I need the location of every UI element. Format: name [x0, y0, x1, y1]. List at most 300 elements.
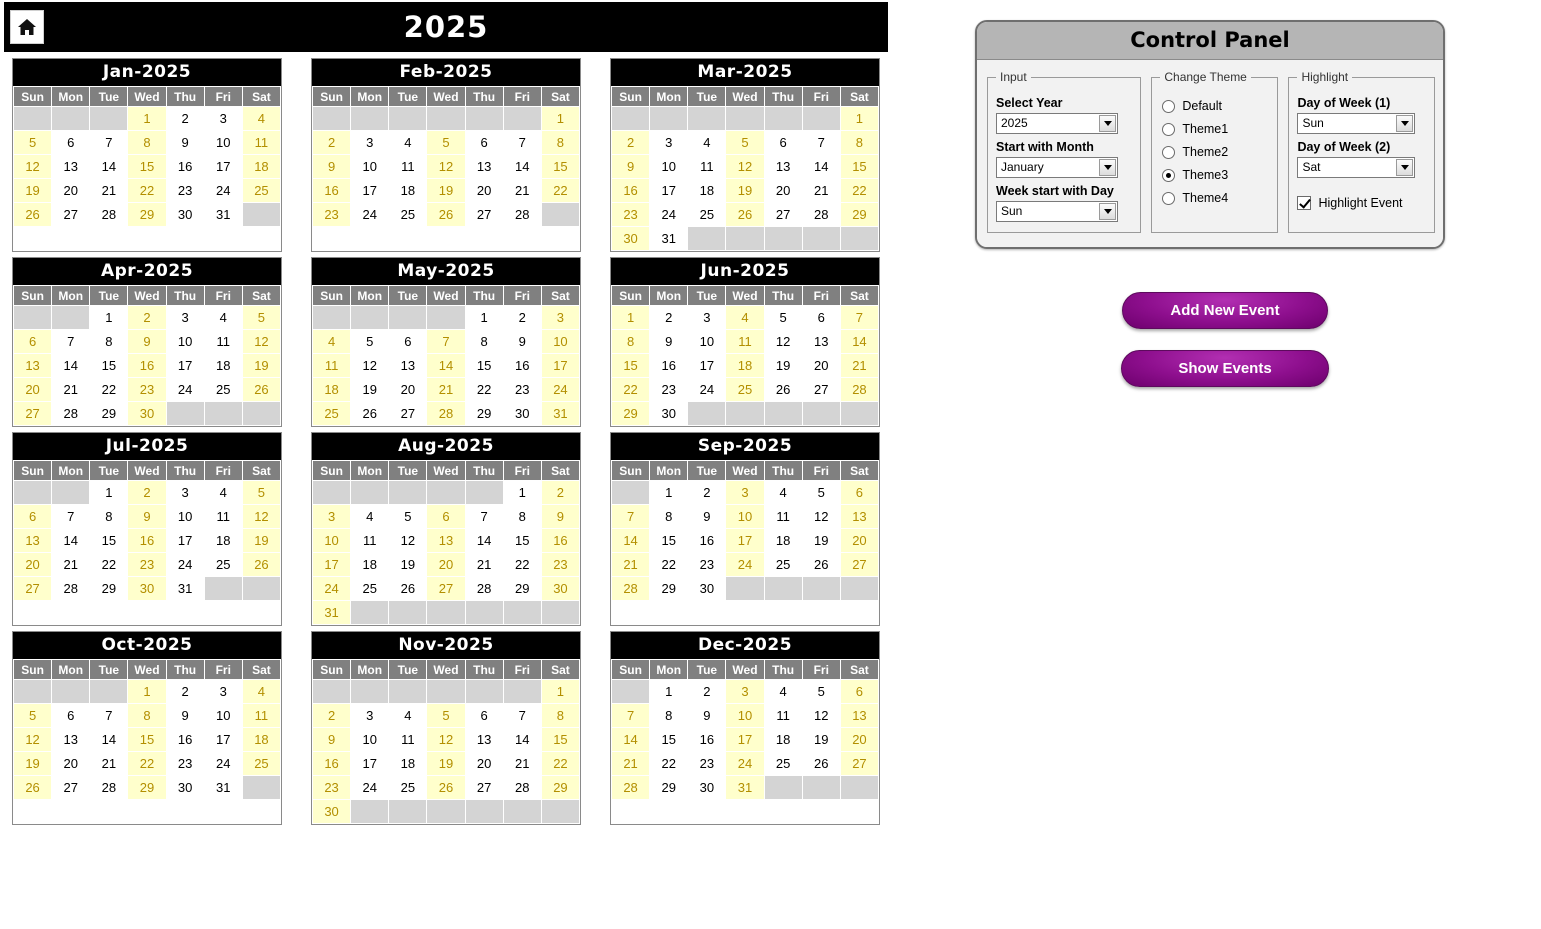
day-cell[interactable]: 19	[389, 553, 427, 577]
day-cell[interactable]: 29	[503, 577, 541, 601]
day-cell[interactable]: 26	[802, 752, 840, 776]
day-cell[interactable]: 29	[650, 776, 688, 800]
day-cell[interactable]: 29	[612, 402, 650, 426]
day-cell[interactable]: 25	[204, 378, 242, 402]
day-cell[interactable]: 1	[650, 680, 688, 704]
day-cell[interactable]: 4	[313, 330, 351, 354]
day-cell[interactable]: 19	[427, 752, 465, 776]
day-cell[interactable]: 10	[650, 155, 688, 179]
day-cell[interactable]: 30	[313, 800, 351, 824]
day-cell[interactable]: 11	[764, 704, 802, 728]
day-cell[interactable]: 3	[726, 481, 764, 505]
day-cell[interactable]: 30	[166, 776, 204, 800]
day-cell[interactable]: 19	[802, 529, 840, 553]
day-cell[interactable]: 30	[541, 577, 579, 601]
day-cell[interactable]: 12	[726, 155, 764, 179]
day-cell[interactable]: 18	[242, 728, 280, 752]
day-cell[interactable]: 10	[351, 155, 389, 179]
day-cell[interactable]: 25	[351, 577, 389, 601]
day-cell[interactable]: 28	[612, 776, 650, 800]
day-cell[interactable]: 18	[688, 179, 726, 203]
day-cell[interactable]: 25	[726, 378, 764, 402]
day-cell[interactable]: 24	[726, 553, 764, 577]
day-cell[interactable]: 21	[503, 179, 541, 203]
theme-option[interactable]	[1162, 191, 1269, 205]
day-cell[interactable]: 31	[204, 203, 242, 227]
day-cell[interactable]: 13	[840, 704, 878, 728]
day-cell[interactable]: 30	[166, 203, 204, 227]
day-cell[interactable]: 14	[427, 354, 465, 378]
day-cell[interactable]: 25	[313, 402, 351, 426]
day-cell[interactable]: 10	[204, 131, 242, 155]
day-cell[interactable]: 13	[427, 529, 465, 553]
day-cell[interactable]: 7	[427, 330, 465, 354]
day-cell[interactable]: 8	[650, 505, 688, 529]
day-cell[interactable]: 23	[650, 378, 688, 402]
day-cell[interactable]: 15	[128, 155, 166, 179]
day-cell[interactable]: 23	[166, 752, 204, 776]
day-cell[interactable]: 25	[204, 553, 242, 577]
day-cell[interactable]: 28	[427, 402, 465, 426]
day-cell[interactable]: 10	[166, 330, 204, 354]
day-cell[interactable]: 21	[465, 553, 503, 577]
day-cell[interactable]: 18	[389, 752, 427, 776]
day-cell[interactable]: 23	[688, 752, 726, 776]
day-cell[interactable]: 20	[764, 179, 802, 203]
day-cell[interactable]: 26	[14, 203, 52, 227]
day-cell[interactable]: 13	[389, 354, 427, 378]
day-cell[interactable]: 18	[389, 179, 427, 203]
day-cell[interactable]: 11	[313, 354, 351, 378]
highlight-event-checkbox[interactable]	[1297, 196, 1311, 210]
day-cell[interactable]: 22	[128, 179, 166, 203]
day-cell[interactable]: 8	[840, 131, 878, 155]
day-cell[interactable]: 14	[465, 529, 503, 553]
day-cell[interactable]: 29	[840, 203, 878, 227]
day-cell[interactable]: 27	[840, 553, 878, 577]
day-cell[interactable]: 6	[465, 131, 503, 155]
day-cell[interactable]: 9	[650, 330, 688, 354]
day-cell[interactable]: 24	[166, 553, 204, 577]
day-cell[interactable]: 7	[503, 131, 541, 155]
day-cell[interactable]: 11	[726, 330, 764, 354]
day-cell[interactable]: 18	[726, 354, 764, 378]
day-cell[interactable]: 24	[351, 776, 389, 800]
day-cell[interactable]: 11	[242, 131, 280, 155]
day-cell[interactable]: 5	[802, 680, 840, 704]
day-cell[interactable]: 6	[52, 131, 90, 155]
day-cell[interactable]: 12	[14, 728, 52, 752]
day-cell[interactable]: 12	[764, 330, 802, 354]
day-cell[interactable]: 12	[14, 155, 52, 179]
day-cell[interactable]: 15	[90, 529, 128, 553]
day-cell[interactable]: 12	[242, 505, 280, 529]
day-cell[interactable]: 14	[840, 330, 878, 354]
day-cell[interactable]: 27	[764, 203, 802, 227]
day-cell[interactable]: 13	[802, 330, 840, 354]
day-cell[interactable]: 15	[465, 354, 503, 378]
day-cell[interactable]: 17	[351, 179, 389, 203]
day-cell[interactable]: 24	[204, 179, 242, 203]
day-cell[interactable]: 12	[802, 505, 840, 529]
day-cell[interactable]: 28	[90, 776, 128, 800]
day-cell[interactable]: 31	[726, 776, 764, 800]
day-cell[interactable]: 1	[541, 107, 579, 131]
day-cell[interactable]: 31	[313, 601, 351, 625]
day-cell[interactable]: 9	[688, 704, 726, 728]
day-cell[interactable]: 11	[688, 155, 726, 179]
day-cell[interactable]: 5	[427, 131, 465, 155]
day-cell[interactable]: 9	[503, 330, 541, 354]
day-of-week-1-dropdown[interactable]	[1297, 113, 1415, 134]
day-cell[interactable]: 26	[242, 378, 280, 402]
show-events-button[interactable]: Show Events	[1121, 350, 1329, 387]
day-cell[interactable]: 27	[52, 203, 90, 227]
day-cell[interactable]: 11	[242, 704, 280, 728]
day-cell[interactable]: 28	[90, 203, 128, 227]
day-cell[interactable]: 1	[128, 107, 166, 131]
day-cell[interactable]: 11	[389, 155, 427, 179]
day-cell[interactable]: 8	[650, 704, 688, 728]
day-cell[interactable]: 16	[612, 179, 650, 203]
day-cell[interactable]: 4	[726, 306, 764, 330]
day-cell[interactable]: 24	[166, 378, 204, 402]
day-cell[interactable]: 2	[688, 680, 726, 704]
day-cell[interactable]: 21	[52, 553, 90, 577]
day-cell[interactable]: 5	[764, 306, 802, 330]
theme-option[interactable]	[1162, 145, 1269, 159]
day-cell[interactable]: 3	[166, 481, 204, 505]
day-cell[interactable]: 4	[242, 107, 280, 131]
day-cell[interactable]: 23	[128, 553, 166, 577]
day-cell[interactable]: 23	[166, 179, 204, 203]
chevron-down-icon[interactable]	[1099, 115, 1116, 132]
day-cell[interactable]: 30	[650, 402, 688, 426]
day-cell[interactable]: 26	[764, 378, 802, 402]
day-cell[interactable]: 13	[840, 505, 878, 529]
day-cell[interactable]: 1	[465, 306, 503, 330]
day-cell[interactable]: 14	[612, 728, 650, 752]
day-cell[interactable]: 15	[541, 155, 579, 179]
day-cell[interactable]: 6	[764, 131, 802, 155]
day-cell[interactable]: 17	[204, 728, 242, 752]
day-cell[interactable]: 5	[427, 704, 465, 728]
day-cell[interactable]: 3	[166, 306, 204, 330]
day-cell[interactable]: 26	[14, 776, 52, 800]
day-cell[interactable]: 28	[503, 203, 541, 227]
day-cell[interactable]: 24	[541, 378, 579, 402]
day-cell[interactable]: 1	[541, 680, 579, 704]
day-cell[interactable]: 3	[204, 680, 242, 704]
highlight-event-checkbox-row[interactable]	[1297, 196, 1426, 210]
day-cell[interactable]: 28	[802, 203, 840, 227]
day-cell[interactable]: 6	[840, 481, 878, 505]
day-cell[interactable]: 15	[128, 728, 166, 752]
chevron-down-icon[interactable]	[1396, 115, 1413, 132]
day-cell[interactable]: 25	[389, 203, 427, 227]
day-cell[interactable]: 7	[612, 704, 650, 728]
day-cell[interactable]: 8	[541, 131, 579, 155]
radio-button[interactable]	[1162, 123, 1175, 136]
day-cell[interactable]: 16	[128, 529, 166, 553]
day-cell[interactable]: 16	[688, 728, 726, 752]
day-cell[interactable]: 18	[313, 378, 351, 402]
day-cell[interactable]: 17	[726, 728, 764, 752]
day-cell[interactable]: 24	[313, 577, 351, 601]
day-cell[interactable]: 9	[166, 704, 204, 728]
day-cell[interactable]: 3	[204, 107, 242, 131]
day-cell[interactable]: 22	[503, 553, 541, 577]
day-cell[interactable]: 17	[726, 529, 764, 553]
day-cell[interactable]: 22	[541, 179, 579, 203]
day-cell[interactable]: 24	[650, 203, 688, 227]
day-cell[interactable]: 17	[166, 529, 204, 553]
day-cell[interactable]: 12	[242, 330, 280, 354]
radio-button[interactable]	[1162, 100, 1175, 113]
day-cell[interactable]: 27	[465, 203, 503, 227]
day-cell[interactable]: 3	[726, 680, 764, 704]
day-cell[interactable]: 3	[351, 131, 389, 155]
day-cell[interactable]: 9	[688, 505, 726, 529]
day-cell[interactable]: 25	[389, 776, 427, 800]
day-cell[interactable]: 25	[764, 752, 802, 776]
chevron-down-icon[interactable]	[1099, 203, 1116, 220]
day-cell[interactable]: 30	[688, 776, 726, 800]
day-cell[interactable]: 1	[840, 107, 878, 131]
day-cell[interactable]: 2	[541, 481, 579, 505]
day-cell[interactable]: 2	[650, 306, 688, 330]
day-cell[interactable]: 14	[802, 155, 840, 179]
day-cell[interactable]: 27	[389, 402, 427, 426]
day-cell[interactable]: 8	[128, 131, 166, 155]
day-cell[interactable]: 21	[612, 752, 650, 776]
chevron-down-icon[interactable]	[1099, 159, 1116, 176]
day-cell[interactable]: 23	[128, 378, 166, 402]
day-cell[interactable]: 26	[802, 553, 840, 577]
day-cell[interactable]: 31	[166, 577, 204, 601]
day-cell[interactable]: 1	[650, 481, 688, 505]
day-cell[interactable]: 5	[351, 330, 389, 354]
day-cell[interactable]: 28	[52, 577, 90, 601]
day-cell[interactable]: 4	[389, 704, 427, 728]
day-cell[interactable]: 26	[726, 203, 764, 227]
day-cell[interactable]: 6	[52, 704, 90, 728]
day-cell[interactable]: 22	[840, 179, 878, 203]
day-cell[interactable]: 2	[166, 680, 204, 704]
day-cell[interactable]: 2	[313, 704, 351, 728]
day-cell[interactable]: 6	[389, 330, 427, 354]
day-cell[interactable]: 5	[726, 131, 764, 155]
day-cell[interactable]: 4	[764, 481, 802, 505]
radio-button[interactable]	[1162, 169, 1175, 182]
day-cell[interactable]: 11	[764, 505, 802, 529]
day-cell[interactable]: 7	[90, 704, 128, 728]
day-cell[interactable]: 2	[313, 131, 351, 155]
day-cell[interactable]: 31	[541, 402, 579, 426]
day-cell[interactable]: 7	[503, 704, 541, 728]
day-cell[interactable]: 4	[242, 680, 280, 704]
day-cell[interactable]: 6	[14, 505, 52, 529]
day-cell[interactable]: 29	[541, 776, 579, 800]
day-cell[interactable]: 17	[541, 354, 579, 378]
day-cell[interactable]: 15	[541, 728, 579, 752]
day-cell[interactable]: 4	[764, 680, 802, 704]
day-cell[interactable]: 13	[764, 155, 802, 179]
day-cell[interactable]: 19	[427, 179, 465, 203]
day-cell[interactable]: 1	[128, 680, 166, 704]
day-cell[interactable]: 9	[166, 131, 204, 155]
day-cell[interactable]: 14	[52, 354, 90, 378]
day-cell[interactable]: 15	[650, 728, 688, 752]
day-cell[interactable]: 17	[351, 752, 389, 776]
day-cell[interactable]: 21	[90, 179, 128, 203]
day-cell[interactable]: 30	[503, 402, 541, 426]
home-icon[interactable]	[10, 10, 44, 44]
day-cell[interactable]: 15	[650, 529, 688, 553]
day-cell[interactable]: 12	[389, 529, 427, 553]
day-cell[interactable]: 27	[427, 577, 465, 601]
day-cell[interactable]: 4	[688, 131, 726, 155]
day-cell[interactable]: 31	[204, 776, 242, 800]
day-of-week-2-dropdown[interactable]	[1297, 157, 1415, 178]
day-cell[interactable]: 26	[351, 402, 389, 426]
day-cell[interactable]: 7	[840, 306, 878, 330]
day-cell[interactable]: 27	[52, 776, 90, 800]
day-cell[interactable]: 21	[427, 378, 465, 402]
day-cell[interactable]: 22	[541, 752, 579, 776]
day-cell[interactable]: 1	[503, 481, 541, 505]
day-cell[interactable]: 17	[650, 179, 688, 203]
day-cell[interactable]: 15	[612, 354, 650, 378]
day-cell[interactable]: 8	[128, 704, 166, 728]
day-cell[interactable]: 28	[612, 577, 650, 601]
day-cell[interactable]: 21	[90, 752, 128, 776]
day-cell[interactable]: 9	[612, 155, 650, 179]
day-cell[interactable]: 16	[166, 155, 204, 179]
day-cell[interactable]: 23	[541, 553, 579, 577]
day-cell[interactable]: 18	[764, 529, 802, 553]
day-cell[interactable]: 13	[465, 728, 503, 752]
day-cell[interactable]: 11	[204, 505, 242, 529]
day-cell[interactable]: 28	[503, 776, 541, 800]
day-cell[interactable]: 17	[313, 553, 351, 577]
day-cell[interactable]: 14	[503, 728, 541, 752]
day-cell[interactable]: 3	[650, 131, 688, 155]
day-cell[interactable]: 5	[802, 481, 840, 505]
day-cell[interactable]: 3	[688, 306, 726, 330]
day-cell[interactable]: 7	[802, 131, 840, 155]
day-cell[interactable]: 13	[14, 354, 52, 378]
day-cell[interactable]: 20	[465, 752, 503, 776]
day-cell[interactable]: 5	[14, 131, 52, 155]
day-cell[interactable]: 7	[465, 505, 503, 529]
day-cell[interactable]: 21	[503, 752, 541, 776]
day-cell[interactable]: 16	[503, 354, 541, 378]
day-cell[interactable]: 18	[764, 728, 802, 752]
day-cell[interactable]: 12	[427, 728, 465, 752]
day-cell[interactable]: 12	[802, 704, 840, 728]
day-cell[interactable]: 27	[14, 577, 52, 601]
day-cell[interactable]: 19	[764, 354, 802, 378]
day-cell[interactable]: 23	[688, 553, 726, 577]
day-cell[interactable]: 13	[465, 155, 503, 179]
day-cell[interactable]: 7	[52, 330, 90, 354]
day-cell[interactable]: 20	[52, 752, 90, 776]
day-cell[interactable]: 6	[427, 505, 465, 529]
day-cell[interactable]: 2	[128, 481, 166, 505]
day-cell[interactable]: 7	[90, 131, 128, 155]
theme-option[interactable]	[1162, 168, 1269, 182]
day-cell[interactable]: 18	[242, 155, 280, 179]
day-cell[interactable]: 21	[802, 179, 840, 203]
day-cell[interactable]: 9	[128, 330, 166, 354]
day-cell[interactable]: 2	[503, 306, 541, 330]
day-cell[interactable]: 10	[541, 330, 579, 354]
radio-button[interactable]	[1162, 146, 1175, 159]
day-cell[interactable]: 19	[242, 529, 280, 553]
day-cell[interactable]: 28	[465, 577, 503, 601]
day-cell[interactable]: 15	[840, 155, 878, 179]
day-cell[interactable]: 21	[840, 354, 878, 378]
day-cell[interactable]: 18	[204, 529, 242, 553]
day-cell[interactable]: 22	[650, 752, 688, 776]
day-cell[interactable]: 22	[128, 752, 166, 776]
day-cell[interactable]: 8	[465, 330, 503, 354]
day-cell[interactable]: 19	[14, 179, 52, 203]
day-cell[interactable]: 24	[688, 378, 726, 402]
day-cell[interactable]: 24	[351, 203, 389, 227]
day-cell[interactable]: 26	[242, 553, 280, 577]
day-cell[interactable]: 28	[840, 378, 878, 402]
day-cell[interactable]: 6	[802, 306, 840, 330]
day-cell[interactable]: 16	[688, 529, 726, 553]
day-cell[interactable]: 6	[840, 680, 878, 704]
day-cell[interactable]: 30	[688, 577, 726, 601]
day-cell[interactable]: 10	[688, 330, 726, 354]
day-cell[interactable]: 19	[14, 752, 52, 776]
day-cell[interactable]: 8	[612, 330, 650, 354]
day-cell[interactable]: 13	[14, 529, 52, 553]
day-cell[interactable]: 2	[688, 481, 726, 505]
day-cell[interactable]: 27	[840, 752, 878, 776]
day-cell[interactable]: 15	[90, 354, 128, 378]
day-cell[interactable]: 16	[313, 752, 351, 776]
day-cell[interactable]: 18	[351, 553, 389, 577]
day-cell[interactable]: 10	[204, 704, 242, 728]
day-cell[interactable]: 7	[612, 505, 650, 529]
day-cell[interactable]: 2	[166, 107, 204, 131]
day-cell[interactable]: 14	[90, 155, 128, 179]
day-cell[interactable]: 22	[612, 378, 650, 402]
day-cell[interactable]: 29	[90, 402, 128, 426]
day-cell[interactable]: 9	[313, 728, 351, 752]
day-cell[interactable]: 17	[688, 354, 726, 378]
day-cell[interactable]: 20	[465, 179, 503, 203]
start-month-dropdown[interactable]	[996, 157, 1118, 178]
day-cell[interactable]: 13	[52, 728, 90, 752]
select-year-dropdown[interactable]	[996, 113, 1118, 134]
day-cell[interactable]: 1	[90, 306, 128, 330]
day-cell[interactable]: 2	[612, 131, 650, 155]
day-cell[interactable]: 4	[389, 131, 427, 155]
day-cell[interactable]: 23	[612, 203, 650, 227]
day-cell[interactable]: 27	[465, 776, 503, 800]
day-cell[interactable]: 1	[90, 481, 128, 505]
day-cell[interactable]: 29	[128, 203, 166, 227]
day-cell[interactable]: 16	[128, 354, 166, 378]
day-cell[interactable]: 30	[128, 577, 166, 601]
day-cell[interactable]: 5	[242, 481, 280, 505]
